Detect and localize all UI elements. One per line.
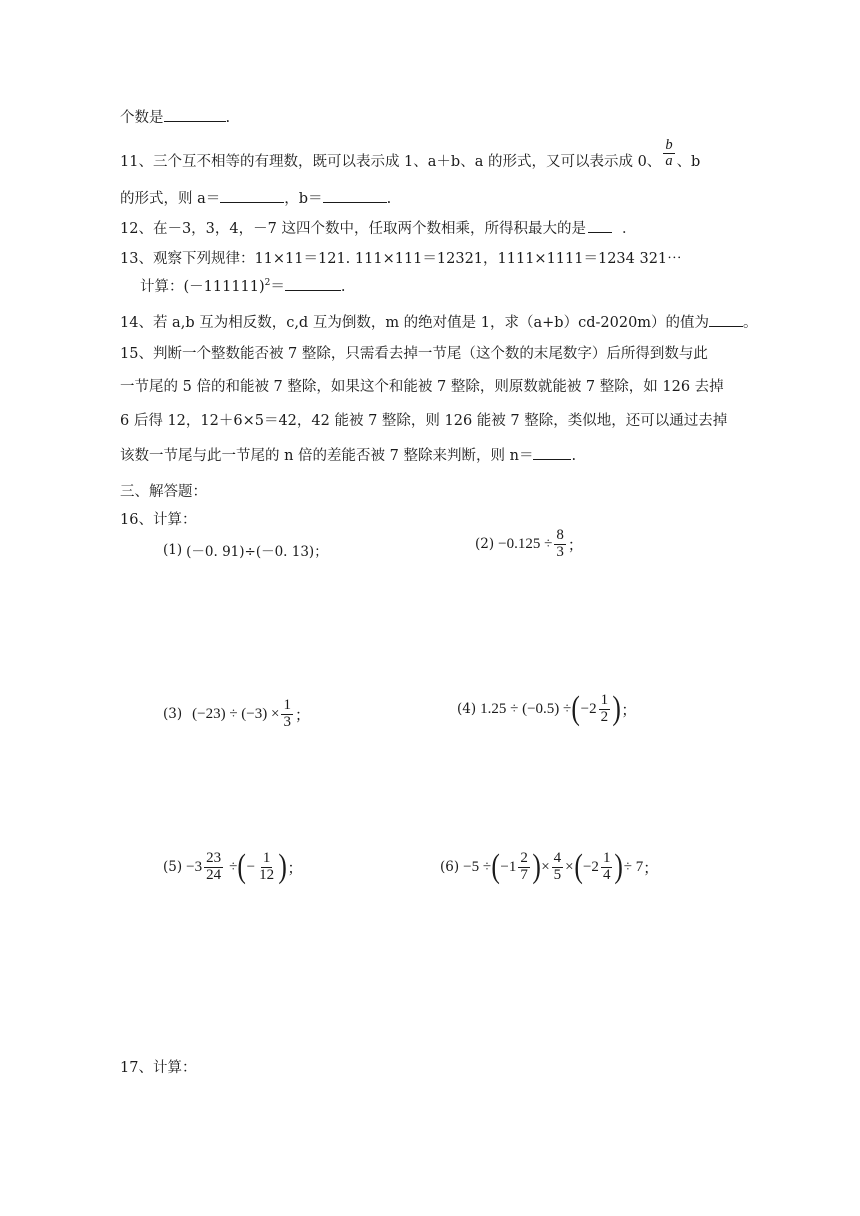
denominator: 12: [259, 866, 275, 883]
denominator: 4: [602, 866, 611, 883]
line-q14: [120, 311, 758, 332]
fraction: [204, 851, 223, 884]
expression: −3: [186, 858, 203, 875]
expression: −0.125 ÷: [498, 535, 553, 552]
numerator: 8: [556, 527, 564, 543]
problem-3: [163, 698, 310, 731]
right-paren: ): [278, 848, 288, 885]
text: ；: [294, 707, 310, 724]
line-q11: [120, 138, 700, 169]
problem-label: (5): [163, 859, 183, 875]
denominator: 3: [283, 713, 291, 730]
text: 个数是: [120, 110, 164, 126]
line-q13-calc: [140, 275, 346, 296]
denominator: 3: [556, 543, 564, 560]
section-3-heading: [120, 480, 207, 501]
numerator: b: [665, 137, 673, 153]
b-over-a-fraction: [663, 138, 674, 169]
line-q15-4: [120, 444, 576, 465]
q12-text: 12、在－3，3，4，－7 这四个数中，任取两个数相乘，所得积最大的是: [120, 221, 586, 237]
denominator: 24: [206, 866, 222, 883]
q11-text: 11、三个互不相等的有理数，既可以表示成 1、a＋b、a 的形式，又可以表示成 0、: [120, 153, 662, 170]
text: .: [386, 191, 392, 207]
problem-4: [457, 692, 636, 726]
answer-blank[interactable]: [285, 276, 341, 291]
right-paren: ): [612, 690, 622, 727]
text: −1: [500, 858, 517, 875]
text: 的形式，则 a＝: [120, 191, 221, 207]
line-q11-cont: [120, 187, 391, 208]
problem-6: [440, 850, 658, 884]
exponent: 2: [264, 278, 271, 289]
fraction: [518, 851, 530, 884]
answer-blank[interactable]: [588, 218, 612, 233]
denominator: a: [665, 153, 673, 170]
text: ＝: [270, 279, 285, 295]
problem-5: [163, 850, 302, 884]
expression: (－0. 91)÷(－0. 13)；: [186, 544, 328, 560]
left-paren: (: [491, 848, 500, 885]
problem-1: [163, 540, 328, 560]
text: ×: [541, 858, 550, 875]
fraction: [281, 698, 293, 731]
expression: 1.25 ÷ (−0.5) ÷: [480, 700, 572, 717]
line-q13: [120, 247, 682, 268]
text: 15、判断一个整数能否被 7 整除，只需看去掉一节尾（这个数的末尾数字）后所得到数与此: [120, 346, 708, 362]
fraction: [257, 851, 276, 884]
text: ÷: [229, 858, 238, 875]
numerator: 1: [600, 691, 609, 708]
expression: −5 ÷: [463, 858, 492, 875]
numerator: 1: [262, 849, 271, 866]
q14-text: 14、若 a,b 互为相反数，c,d 互为倒数，m 的绝对值是 1，求（a+b）cd-2020m）的值为: [120, 315, 710, 331]
problem-label: (4): [457, 701, 477, 717]
numerator: 1: [602, 849, 611, 866]
text: .: [571, 448, 577, 464]
numerator: 23: [206, 849, 222, 866]
denominator: 5: [553, 866, 562, 883]
q17-heading: [120, 1056, 196, 1077]
text: −2: [580, 700, 597, 717]
answer-blank-a[interactable]: [220, 188, 284, 203]
left-paren: (: [574, 848, 583, 885]
line-q15-2: [120, 375, 724, 396]
numerator: 2: [520, 849, 528, 866]
text: .: [340, 279, 346, 295]
answer-blank[interactable]: [533, 445, 571, 460]
text: ；: [621, 702, 637, 719]
problem-label: (1): [163, 542, 183, 558]
text: 三、解答题：: [120, 484, 207, 500]
text: ，b＝: [284, 191, 323, 207]
problem-label: (6): [440, 859, 460, 875]
line-q12: [120, 217, 636, 238]
expression: (−23) ÷ (−3) ×: [192, 705, 280, 722]
text: 、b: [676, 153, 701, 170]
left-paren: (: [237, 848, 247, 885]
fraction: [601, 851, 613, 884]
text: ．: [621, 221, 637, 237]
text: ；: [567, 537, 583, 554]
answer-blank-b[interactable]: [323, 188, 387, 203]
text: ；: [643, 860, 659, 877]
line-q15-1: [120, 342, 708, 363]
text: 16、计算：: [120, 512, 197, 528]
text: ×: [565, 858, 574, 875]
text: 。: [743, 315, 758, 331]
denominator: 7: [520, 866, 528, 883]
text: 一节尾的 5 倍的和能被 7 整除，如果这个和能被 7 整除，则原数就能被 7 整除，如 126 去掉: [120, 379, 724, 395]
answer-blank[interactable]: [709, 312, 743, 327]
text: −2: [582, 858, 599, 875]
problem-label: (2): [475, 536, 495, 553]
right-paren: ): [614, 848, 624, 885]
text: 计算：(－111111): [140, 279, 265, 295]
text: −: [246, 858, 256, 875]
line-q10-end: [120, 106, 230, 127]
fraction: [552, 851, 564, 884]
q16-heading: [120, 508, 196, 529]
numerator: 4: [553, 849, 562, 866]
answer-blank[interactable]: [164, 107, 226, 122]
text: 6 后得 12，12＋6×5＝42，42 能被 7 整除，则 126 能被 7 整除，类似地，还可以通过去掉: [120, 413, 728, 429]
fraction: [554, 528, 566, 561]
text: 17、计算：: [120, 1060, 197, 1076]
problem-label: (3): [163, 706, 183, 723]
fraction: [599, 693, 611, 726]
text: .: [225, 110, 231, 126]
denominator: 2: [600, 708, 609, 725]
problem-2: [475, 528, 583, 561]
numerator: 1: [283, 697, 291, 713]
text: 该数一节尾与此一节尾的 n 倍的差能否被 7 整除来判断，则 n＝: [120, 448, 534, 464]
text: ÷ 7: [623, 858, 644, 875]
q13-text: 13、观察下列规律：11×11＝121. 111×111＝12321，1111×1111＝1234 321⋯: [120, 251, 682, 267]
right-paren: ): [532, 848, 541, 885]
line-q15-3: [120, 409, 727, 430]
left-paren: (: [571, 690, 581, 727]
text: ；: [287, 860, 303, 877]
